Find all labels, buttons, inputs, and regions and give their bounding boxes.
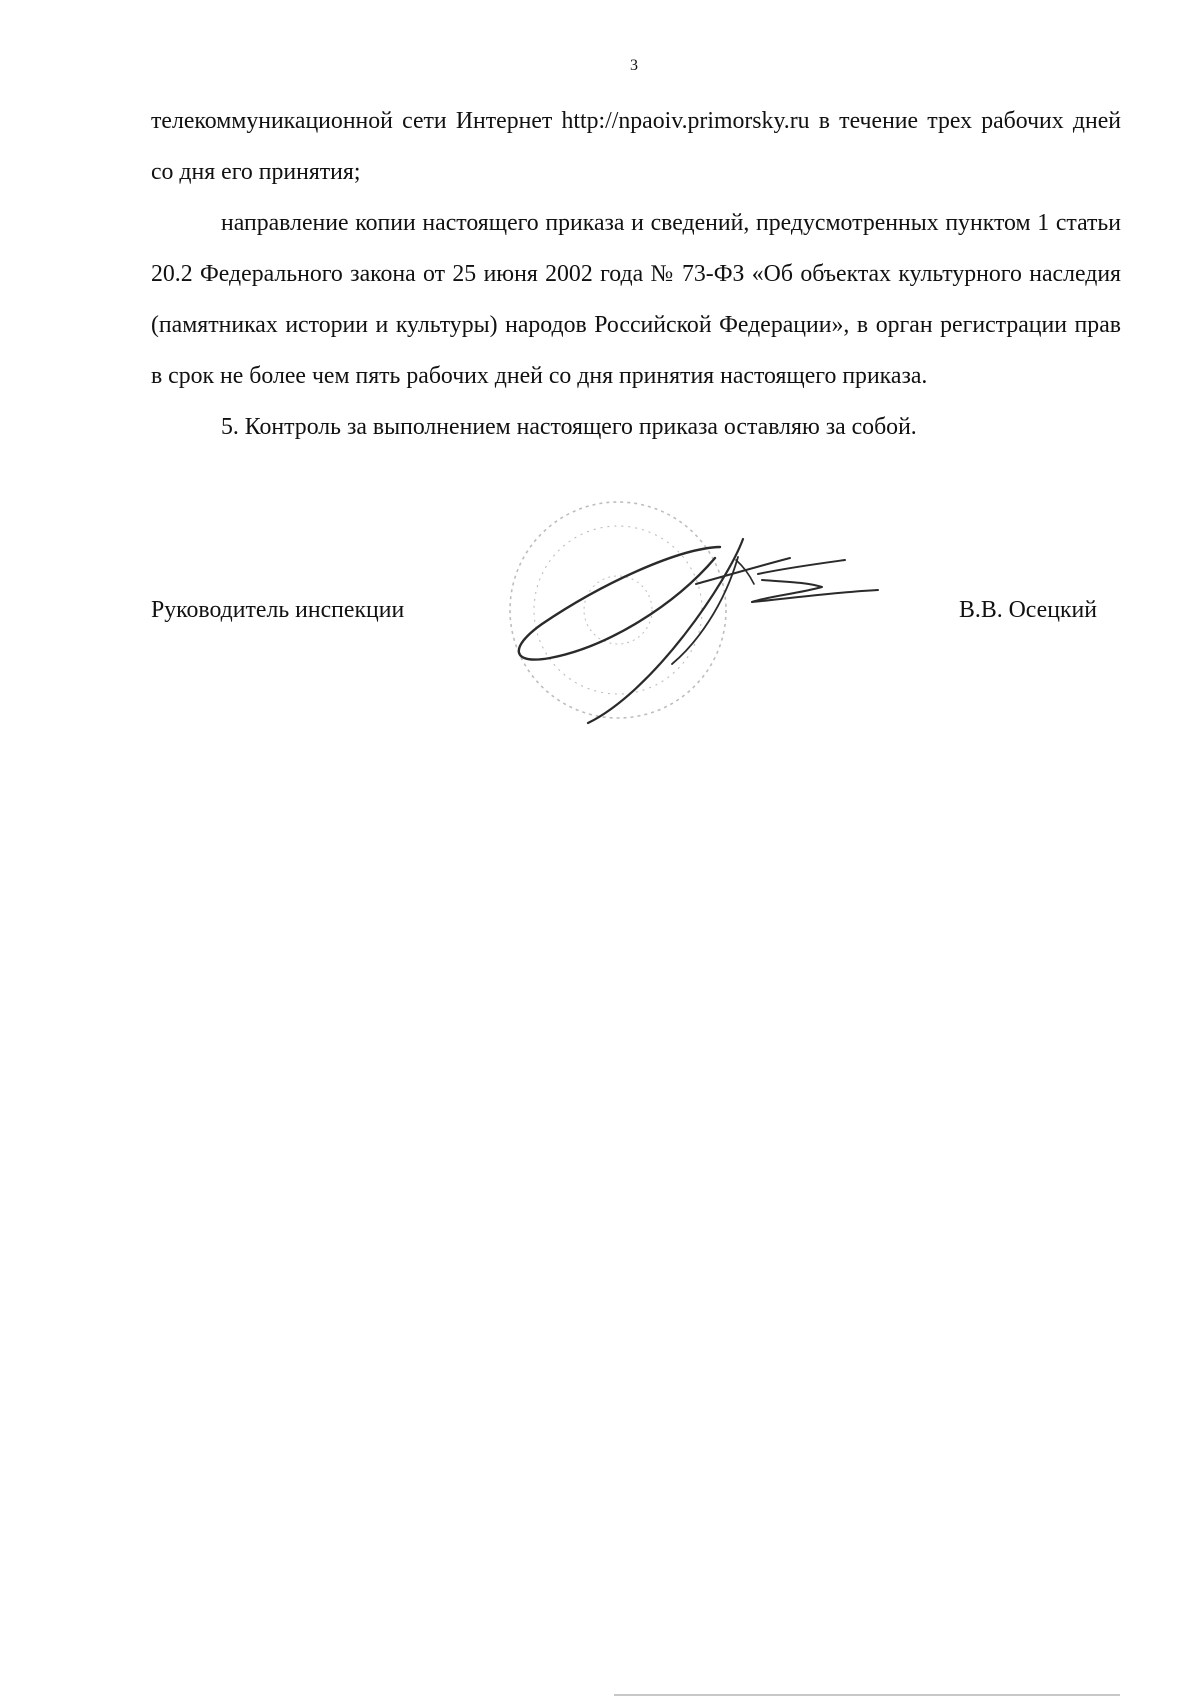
- paragraph-control: 5. Контроль за выполнением настоящего приказа оставляю за собой.: [221, 414, 917, 440]
- page-number: 3: [630, 57, 638, 74]
- signature-mark: [519, 539, 878, 723]
- signer-position: Руководитель инспекции: [151, 597, 405, 623]
- signature-row: [151, 590, 1121, 630]
- footer-divider: [614, 1694, 1120, 1696]
- document-body: [151, 96, 1121, 453]
- signer-name: В.В. Осецкий: [959, 597, 1097, 623]
- paragraph-continuation: телекоммуникационной сети Интернет http://npaoiv.primorsky.ru в течение трех рабочих дней со дня его принятия;: [151, 108, 1121, 185]
- paragraph-copy-direction: направление копии настоящего приказа и сведений, предусмотренных пунктом 1 статьи 20.2 Федерального закона от 25 июня 2002 года № 73-ФЗ «Об объектах культурного наследия (памятниках истории и культуры) народов Российской Федерации», в орган регистрации прав в срок не более чем пять рабочих дней со дня принятия настоящего приказа.: [151, 210, 1121, 389]
